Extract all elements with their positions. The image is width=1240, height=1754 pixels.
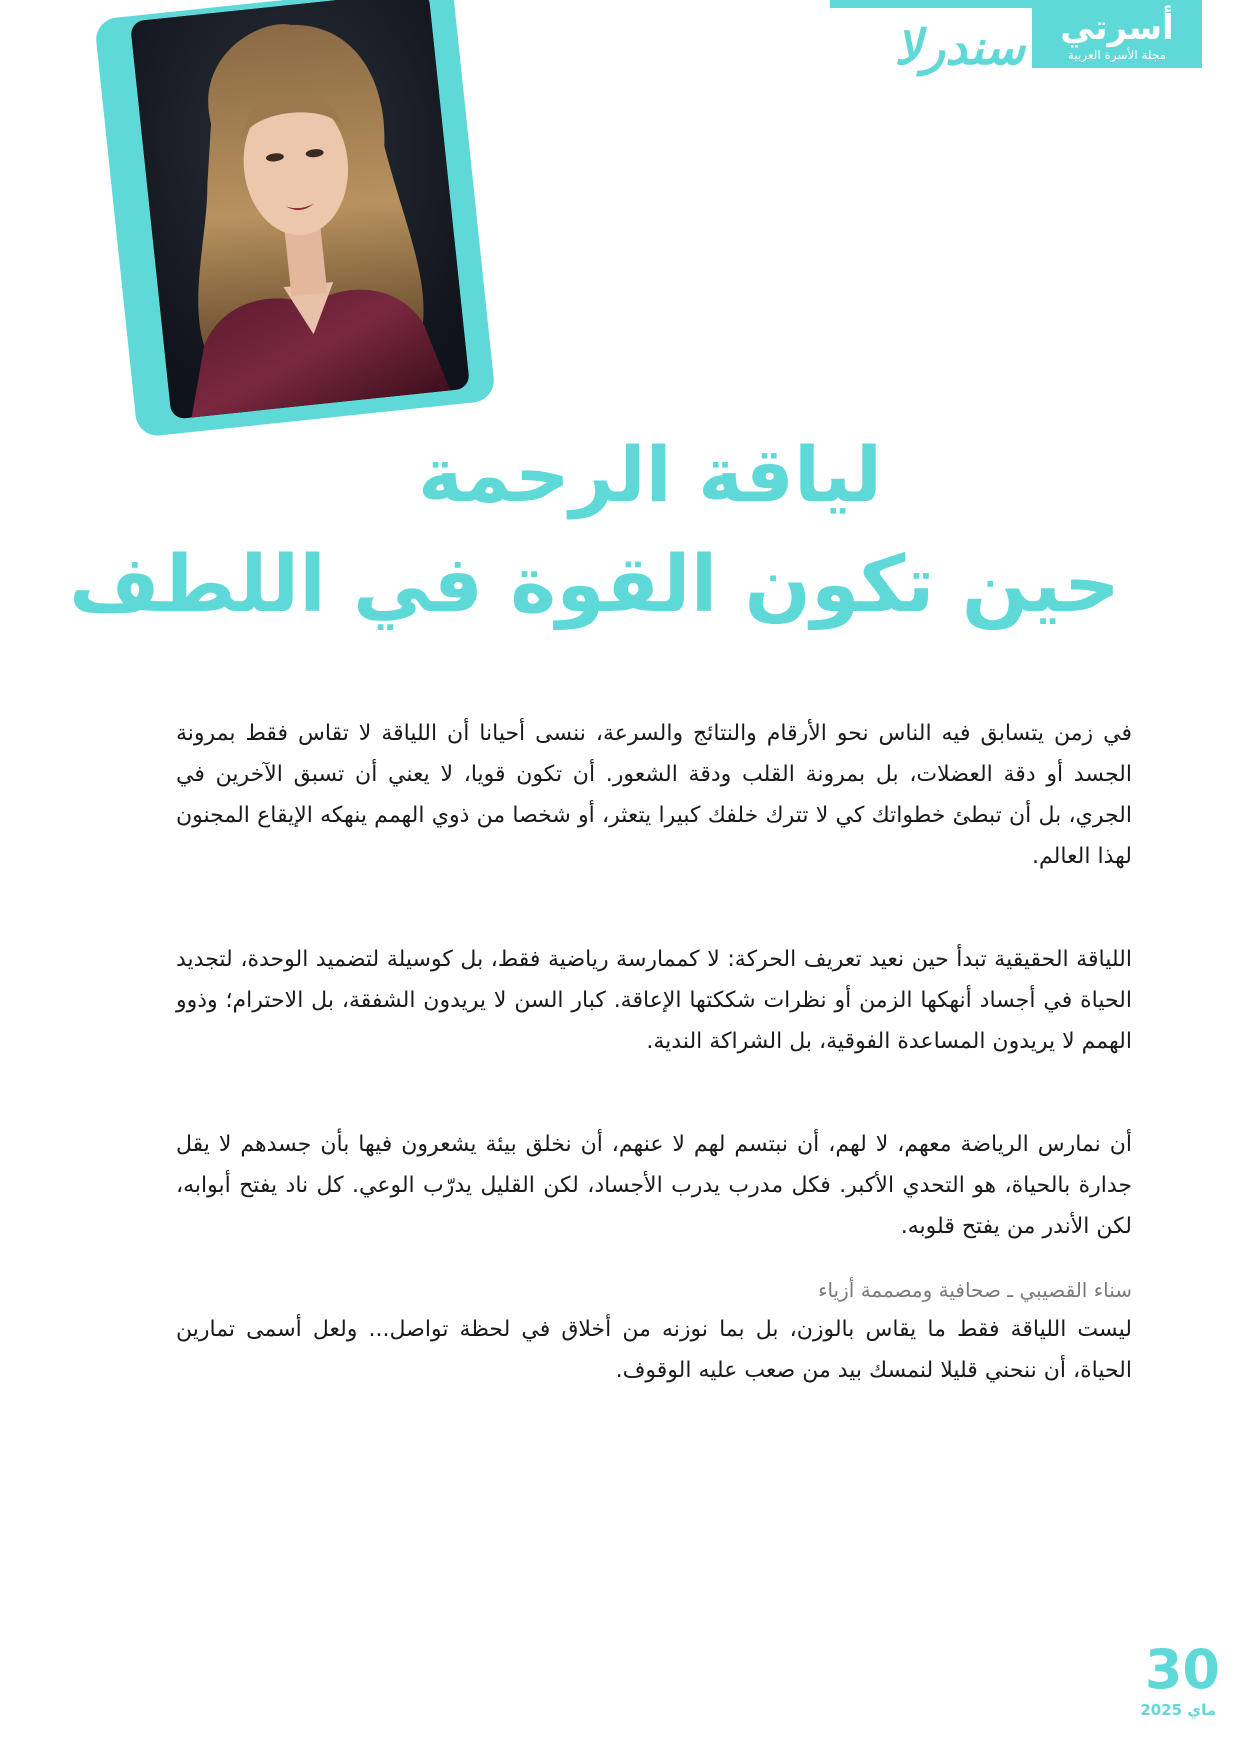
logo-subtitle: مجلة الأسرة العربية <box>1067 48 1167 62</box>
portrait-photo <box>130 0 470 420</box>
headline-line-2: حين تكون القوة في اللطف <box>69 540 1120 630</box>
author-byline: سناء القصيبي ـ صحافية ومصممة أزياء <box>818 1278 1132 1302</box>
article-paragraph: في زمن يتسابق فيه الناس نحو الأرقام والنتائج والسرعة، ننسى أحيانا أن اللياقة لا تقاس فقط بمرونة الجسد أو دقة العضلات، بل بمرونة القلب ودقة الشعور. أن تكون قويا، لا يعني أن تسبق الآخرين في الجري، بل أن تبطئ خطواتك كي لا تترك خلفك كبيرا يتعثر، أو شخصا من ذوي الهمم ينهكه الإيقاع المجنون لهذا العالم. <box>176 721 1132 869</box>
issue-date: ماي 2025 <box>1140 1701 1216 1719</box>
article-paragraph: أن نمارس الرياضة معهم، لا لهم، أن نبتسم لهم لا عنهم، أن نخلق بيئة يشعرون فيها بأن جسدهم لا يقل جدارة بالحياة، هو التحدي الأكبر. فكل مدرب يدرب الأجساد، لكن القليل يدرّب الوعي. كل ناد يفتح أبوابه، لكن الأندر من يفتح قلوبه. <box>176 1132 1132 1239</box>
article-paragraph: اللياقة الحقيقية تبدأ حين نعيد تعريف الحركة: لا كممارسة رياضية فقط، بل كوسيلة لتضميد الوحدة، لتجديد الحياة في أجساد أنهكها الزمن أو نظرات شككتها الإعاقة. كبار السن لا يريدون الشفقة، بل الاحترام؛ وذوو الهمم لا يريدون المساعدة الفوقية، بل الشراكة الندية. <box>176 947 1132 1054</box>
headline-line-1: لياقة الرحمة <box>417 430 883 519</box>
section-label: سندرلا <box>894 20 1025 76</box>
article-paragraph: ليست اللياقة فقط ما يقاس بالوزن، بل بما نوزنه من أخلاق في لحظة تواصل... ولعل أسمى تمارين الحياة، أن ننحني قليلا لنمسك بيد من صعب عليه الوقوف. <box>176 1317 1132 1383</box>
page-number: 30 <box>1144 1638 1220 1701</box>
portrait-photo-icon <box>130 0 470 420</box>
magazine-logo <box>1032 8 1202 68</box>
logo-title: أسرتي <box>1060 8 1174 48</box>
header-accent-bar <box>830 0 1202 8</box>
